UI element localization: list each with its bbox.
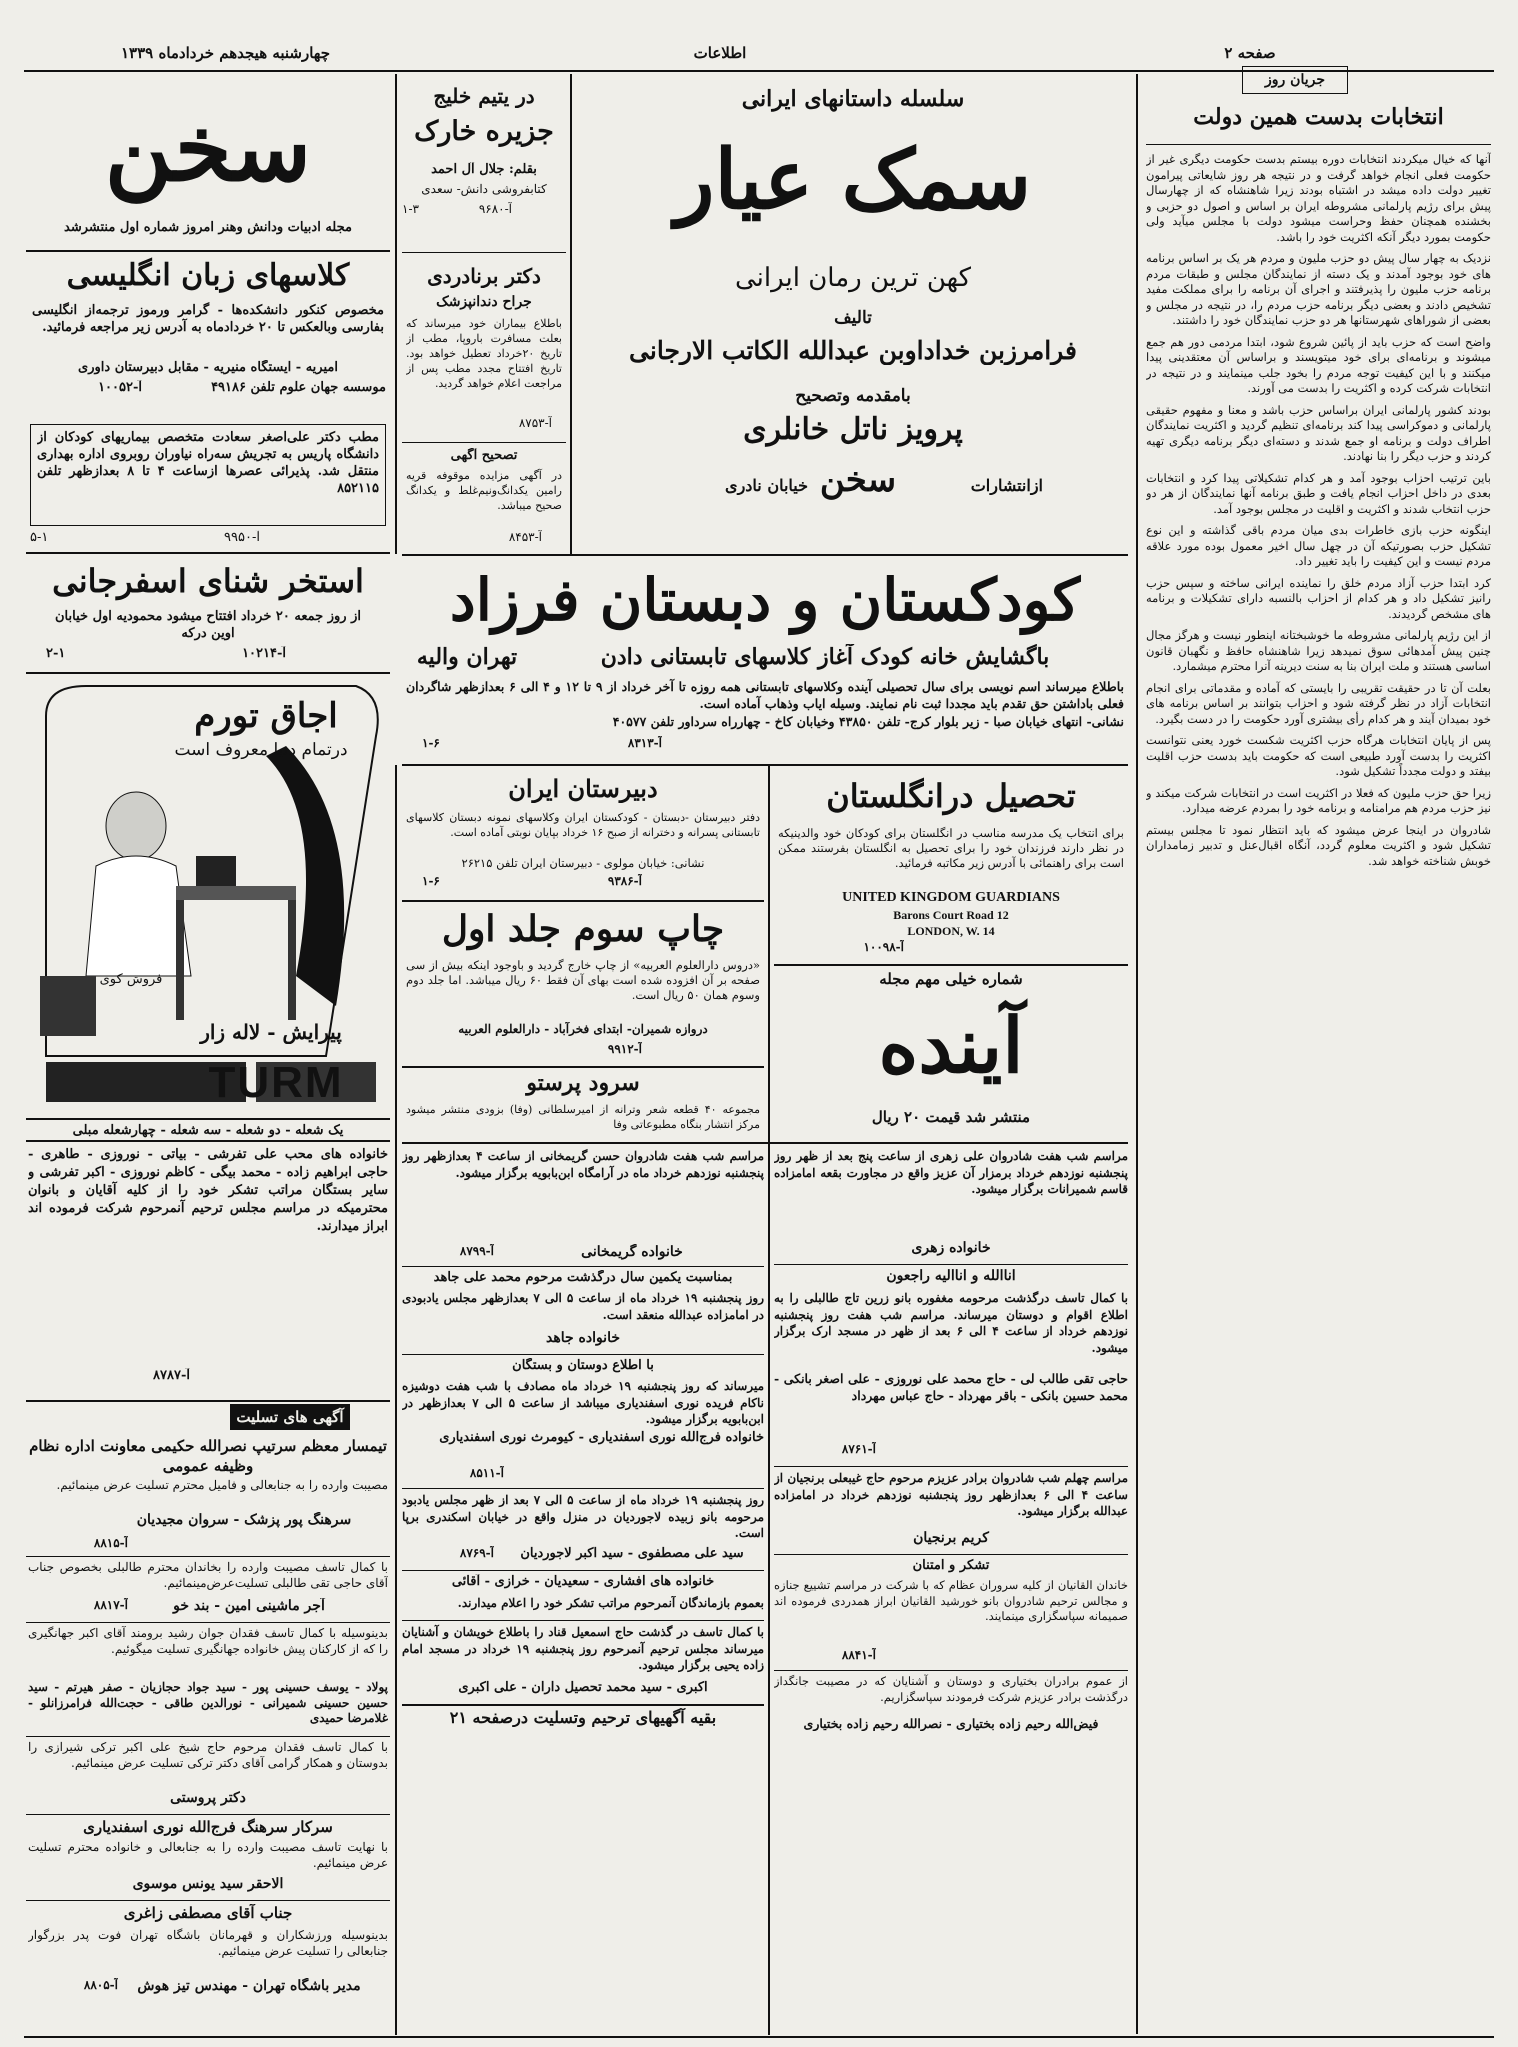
condolence-6-title: جناب آقای مصطفی زاغری <box>123 1904 293 1922</box>
editorial-paragraph: واضح است که حزب باید از پائین شروع شود، ابتدا مردمی دور هم جمع میشوند و برنامه‌ای برای خود میتویسند و براساس آن معتقدینی پیدا میکنند و با این کیفیت توجه مردم را بخود جلب مینمایند و در نتیجه در انتخابات شرکت کرده و اکثریت را بدست می آورند. <box>1146 334 1491 395</box>
column-rule-mid-bottom <box>768 765 770 2035</box>
condolence-5-body: با نهایت تاسف مصیبت وارده را به جنابعالی و خانواده محترم تسلیت عرض مینمائیم. <box>28 1840 388 1870</box>
notice-m8-sign: اکبری - سید محمد تحصیل داران - علی اکبری <box>458 1680 708 1695</box>
book-code: آ-۹۹۱۲ <box>607 1042 642 1056</box>
book-ad <box>402 904 764 1064</box>
clinic-code-2: ۵-۱ <box>30 530 49 545</box>
condolence-2-code: آ-۸۸۱۷ <box>93 1598 128 1612</box>
notice-m4-title: بمناسبت یکمین سال درگذشت مرحوم محمد علی جاهد <box>433 1270 733 1285</box>
england-addr1: 12 Barons Court Road <box>893 908 1009 922</box>
left-condolence-text: خانواده های محب علی تفرشی - بیاتی - نوروزی - طاهری - حاجی ابراهیم زاده - محمد بیگی - کاظم نوروزی - اکبر تفرشی و سایر بستگان مراتب تشکر خود را از کلیه آقایان و بانوان محترمیکه در مراسم مجلس ترحیم آنمرحوم شرکت فرموده اند ابراز میدارند. <box>28 1147 388 1234</box>
notice-continued: بقیه آگهیهای ترحیم وتسلیت درصفحه ۲۱ <box>449 1708 717 1727</box>
samak-ad <box>578 78 1128 548</box>
turm-rule <box>26 1140 390 1142</box>
condolence-6-sign: مدیر باشگاه تهران - مهندس تیز هوش <box>137 1978 361 1994</box>
woman-body <box>86 856 191 976</box>
notice-m1-sign: خانواده گریمخانی <box>581 1244 683 1260</box>
condolence-3-sign: پولاد - یوسف حسینی پور - سید جواد حجازیان - صفر هیرتم - سید حسین حسینی شمیرانی - نورالدین طاقی - حجت‌الله فرامرزانلو - غلامرضا حمیدی <box>28 1680 388 1725</box>
notice-m10: خاندان القانیان از کلیه سروران عظام که با شرکت در مراسم تشییع جنازه و مجالس ترحیم شادروان بانو خورشید القانیان ابراز همدردی فرموده اند صمیمانه سپاسگزاری مینمایند. <box>774 1578 1128 1623</box>
book-addr: دروازه شمیران- ابتدای فخرآباد - دارالعلوم العربیه <box>458 1022 708 1036</box>
notice-m3-code: آ-۸۷۶۱ <box>841 1442 876 1456</box>
england-code: آ-۱۰۰۹۸ <box>863 940 904 954</box>
england-body: برای انتخاب یک مدرسه مناسب در انگلستان برای کودکان خود والدینیکه در نظر دارند فرزندان خود را برای تحصیل به انگلستان بفرستند ممکن است برای راهنمائی با آدرس زیر مکاتبه فرمائید. <box>778 826 1124 870</box>
notice-m5-code: آ-۸۵۱۱ <box>469 1466 504 1480</box>
swoosh-shape <box>266 746 344 1006</box>
editorial-paragraph: باین ترتیب احزاب بوجود آمد و هر کدام تشکیلاتی پیدا کرد و انتخابات بعدی در داخل احزاب انجام یافت و طبق برنامه آنها نمایندگان از هر دو حزب انتخاب شدند و اکثریت و اقلیت در مجلس بوجود آمد. <box>1146 470 1491 516</box>
pool-code-2: ۲-۱ <box>46 646 66 661</box>
column-rule-left-top <box>395 74 397 554</box>
pool-ad <box>26 556 390 668</box>
clinic-ad <box>30 424 386 526</box>
kharg-title: جزیره خارک <box>414 116 554 147</box>
kindergarten-title: کودکستان و دبستان فرزاد <box>449 566 1081 634</box>
english-body: مخصوص کنکور دانشکده‌ها - گرامر ورموز ترجمه‌از انگلیسی بفارسی وبالعکس تا ۲۰ خردادماه به آدرس زیر مراجعه فرمائید. <box>32 303 384 335</box>
iran-school-body: دفتر دبیرستان -دبستان - کودکستان ایران وکلاسهای نمونه دبستان کلاسهای تابستانی پسرانه و دخترانه از صبح ۱۶ خرداد بپایان نوبتی آماده است. <box>406 811 760 839</box>
turm-slogan: درتمام دنیا معروف است <box>174 740 348 760</box>
kharg-ad <box>402 80 566 248</box>
samak-subtitle: کهن ترین رمان ایرانی <box>735 263 971 293</box>
notice-m7-title: خانواده های افشاری - سعیدیان - خرازی - آقائی <box>451 1574 715 1589</box>
editorial-paragraph: از این رژیم پارلمانی مشروطه ما خوشبختانه اینطور نیست و هرگز مجال چنین پیش آمدهائی سوق نمیدهد زیرا شاهنشاه حافظ و نگهبان قانون اساسی هستند و ملت ایران بنا به سنت دیرینه آنرا محترم میشمارد. <box>1146 628 1491 673</box>
editorial-paragraph: شادروان در اینجا عرض میشود که باید انتظار نمود تا مجلس بیستم تشکیل شود و اکثریت معلوم گردد، آنگاه اقبال‌عنل و تدبیر زمامداران خوبش شناخته خواهد شد. <box>1146 822 1491 868</box>
notice-m12: از عموم برادران بختیاری و دوستان و آشنایان که در مصیبت جانگداز درگذشت برادر عزیزم شرکت فرمودند سپاسگزاریم. <box>774 1674 1128 1704</box>
book-title: چاپ سوم جلد اول <box>441 908 725 950</box>
english-classes-ad <box>26 254 390 422</box>
column-rule-left-bottom <box>395 765 397 2035</box>
kharg-rule <box>402 252 566 253</box>
condolence-6-code: آ-۸۸۰۵ <box>83 1978 118 1992</box>
turm-sale: فروش کوی <box>99 972 163 987</box>
kharg-shop: کتابفروشی دانش- سعدی <box>421 182 547 196</box>
left-condolence-code: آ-۸۷۸۷ <box>153 1368 190 1383</box>
english-institute: موسسه جهان علوم تلفن ۴۹۱۸۶ <box>211 380 386 395</box>
editorial-paragraph: بودند کشور پارلمانی ایران براساس حزب باشد و معنا و مفهوم حقیقی پارلمانی و دموکراسی پیدا کند برنامه‌ای تنظیم گردید و اکثریت نمایندگان اطراف دولت و برنامه او جمع شدند و دسته‌ای دیگر برنامه دیگری تهیه کردند و حزب دیگر را بنا نهادند. <box>1146 402 1491 463</box>
kindergarten-address: نشانی- انتهای خیابان صبا - زیر بلوار کرج- تلفن ۴۳۸۵۰ وخیابان کاخ - چهارراه سرداور تلفن ۴۰۵۷۷ <box>612 714 1124 729</box>
notice-m5-sign: خانواده فرج‌الله نوری اسفندیاری - کیومرث نوری اسفندیاری <box>439 1430 764 1445</box>
editorial-title-rule <box>1146 144 1491 145</box>
samak-title: سمک عیار <box>674 132 1032 228</box>
editorial-paragraph: زیرا حق حزب ملیون که فعلا در اکثریت است در انتخابات شرکت میکند و نیز حزب مردم هم مرامنامه و برنامه خود را بمردم عرضه میدارد. <box>1146 785 1491 815</box>
doctor-rule <box>402 442 566 443</box>
pot-icon <box>196 856 236 886</box>
notice-m4-sign: خانواده جاهد <box>545 1330 621 1346</box>
turm-stove-ad <box>26 676 390 1114</box>
notice-m4: روز پنجشنبه ۱۹ خرداد ماه از ساعت ۵ الی ۷ بعدازظهر مجلس یادبودی در امامزاده عبدالله منعقد است. <box>402 1291 764 1322</box>
england-addr2: LONDON, W. 14 <box>907 924 995 938</box>
editorial-tag: جریان روز <box>1242 66 1348 94</box>
pool-code: آ-۱۰۲۱۴ <box>242 646 286 661</box>
notice-m3: با کمال تاسف درگذشت مرحومه مغفوره بانو زرین تاج طالبلی را به اطلاع اقوام و دوستان میرساند. مراسم شب هفت روز پنجشنبه نوزدهم خرداد از ساعت ۴ الی ۶ بعد از ظهر در مسجد ارک برگزار میشود. <box>774 1291 1128 1355</box>
condolence-1-sign: سرهنگ پور پزشک - سروان مجیدیان <box>136 1512 352 1528</box>
england-org: UNITED KINGDOM GUARDIANS <box>842 890 1060 905</box>
header-date: چهارشنبه هیجدهم خردادماه ۱۳۳۹ <box>121 44 330 62</box>
pool-body: از روز جمعه ۲۰ خرداد افتتاح میشود محمودیه اول خیابان اوین درکه <box>55 609 361 641</box>
notice-m6: روز پنجشنبه ۱۹ خرداد ماه از ساعت ۵ الی ۷ بعد از ظهر مجلس یادبود مرحومه بانو زبیده لاجوردیان در منزل واقع در خیابان اسکندری برپا است. <box>402 1493 764 1540</box>
kindergarten-line2-b: تهران والیه <box>416 644 518 670</box>
condolence-6-body: بدینوسیله ورزشکاران و قهرمانان باشگاه تهران فوت پدر بزرگوار جنابعالی را تسلیت عرض مینمائیم. <box>28 1928 388 1958</box>
notice-m1: مراسم شب هفت شادروان حسن گریمخانی از ساعت ۴ بعدازظهر روز پنجشنبه نوزدهم خرداد ماه در آرامگاه ابن‌بابویه برگزار میشود. <box>402 1149 764 1180</box>
iran-school-ad <box>402 770 764 898</box>
editorial-paragraph: اینگونه حزب بازی خاطرات بدی میان مردم باقی گذاشته و این نوع تشکیل حزب بصورتیکه آن در چهل سال اخیر معمول بوده مورد علاقه مردم نیست و این کیفیت را باید تغییر داد. <box>1146 523 1491 568</box>
samak-editor: پرویز ناتل خانلری <box>743 412 963 447</box>
english-address: امیریه - ایستگاه منیریه - مقابل دبیرستان داوری <box>78 360 338 375</box>
turm-store: پیرایش - لاله زار <box>200 1020 342 1044</box>
ayandeh-title: آینده <box>878 1001 1024 1090</box>
condolence-top-rule <box>26 1400 390 1402</box>
doctor-ad <box>402 258 566 438</box>
ayandeh-bottom: منتشر شد قیمت ۲۰ ریال <box>871 1108 1031 1126</box>
condolence-1-body: مصیبت وارده را به جنابعالی و فامیل محترم تسلیت عرض مینمائیم. <box>56 1478 388 1492</box>
parastoo-body: مجموعه ۴۰ قطعه شعر وترانه از امیرسلطانی (وفا) بزودی منتشر میشود مرکز انتشار بنگاه مطبوعاتی وفا <box>406 1103 760 1131</box>
doctor-subtitle: جراح دندانپزشک <box>436 294 532 310</box>
english-code: آ-۱۰۰۵۲ <box>98 380 142 395</box>
turm-types: یک شعله - دو شعله - سه شعله - چهارشعله مبلی <box>26 1118 390 1138</box>
samak-publisher-label: ازانتشارات <box>970 476 1043 495</box>
condolence-2-body: با کمال تاسف مصیبت وارده را بخاندان محترم طالبلی بخصوص جناب آقای حاجی تقی طالبلی تسلیت‌عرض‌مینمائیم. <box>28 1560 388 1590</box>
notice-m7: بعموم بازماندگان آنمرحوم مراتب تشکر خود را اعلام میدارند. <box>457 1596 764 1610</box>
kindergarten-bottom-rule <box>402 764 1128 766</box>
notice-m3-title: اناالله و انااليه راجعون <box>886 1268 1016 1284</box>
samak-editor-label: بامقدمه وتصحیح <box>795 386 911 406</box>
england-title: تحصیل درانگلستان <box>826 777 1076 815</box>
sokhan-ad <box>26 78 390 248</box>
notice-m6-code: آ-۸۷۶۹ <box>459 1546 494 1560</box>
samak-author: فرامرزبن خداداوبن عبدالله الکاتب الارجانی <box>629 336 1077 365</box>
condolence-4-body: با کمال تاسف فقدان مرحوم حاج شیخ علی اکبر ترکی شیرازی را بدوستان و همکار گرامی آقای دکتر ترکی تسلیت عرض مینمائیم. <box>28 1740 388 1770</box>
kharg-author: بقلم: جلال آل احمد <box>431 162 537 177</box>
condolence-3-body: بدینوسیله با کمال تاسف فقدان جوان رشید برومند آقای اکبر جهانگیری را که از کارکنان پیش خانواده جهانگیری تسلیت میگوئیم. <box>28 1626 388 1656</box>
iran-school-title: دبیرستان ایران <box>508 774 658 803</box>
kindergarten-top-rule <box>402 554 1128 556</box>
kindergarten-body: باطلاع میرساند اسم نویسی برای سال تحصیلی آینده وکلاسهای تابستانی همه روزه تا آخر خرداد از ۹ تا ۱۲ و ۴ الی ۶ بعدازظهر شاگردان فعلی باداشتن حق تقدم باید مجددا ثبت نام نمایند. وسیله ایاب وذهاب آماده است. <box>406 679 1124 711</box>
notice-m5-title: با اطلاع دوستان و بستگان <box>512 1358 654 1373</box>
clinic-body: مطب دکتر علی‌اصغر سعادت متخصص بیماریهای کودکان از دانشگاه پاریس به تجریش سه‌راه نیاوران روبروی اداره بهداری منتقل شد. پذیرائی عصرها ازساعت ۴ تا ۸ بعدازظهر تلفن ۸۵۲۱۱۵ <box>37 430 379 496</box>
sokhan-subtitle: مجله ادبیات ودانش وهنر امروز شماره اول منتشرشد <box>64 220 352 235</box>
editorial-paragraph: بعلت آن تا در حقیقت تقریبی را بایستی که آماده و مقدماتی برای انجام انتخابات آزاد در نظر گرفته شود و احزاب بتوانند بر اساس برنامه های خود بمیدان آیند و هر کدام رأی بیشتری آورد حکومت را در دست بگیرد. <box>1146 680 1491 726</box>
notice-m11: مراسم چهلم شب شادروان برادر عزیزم مرحوم حاج غیبعلی برنجیان از ساعت ۴ الی ۶ بعدازظهر روز پنجشنبه نوزدهم خرداد در امامزاده عبدالله برگزار میشود. <box>774 1471 1128 1518</box>
notice-m12-sign: فیض‌الله رحیم زاده بختیاری - نصرالله رحیم زاده بختیاری <box>803 1716 1099 1731</box>
condolence-5-sign: الاحقر سید یونس موسوی <box>132 1876 284 1892</box>
correction-code: آ-۸۴۵۳ <box>508 530 542 544</box>
clinic-rule <box>26 552 390 554</box>
notice-m3-sign: حاجی تقی طالب لی - حاج محمد علی نوروزی - علی اصغر بانکی - محمد حسین بانکی - باقر مهرداد - حاج عباس مهرداد <box>774 1371 1128 1403</box>
ayandeh-ad <box>774 968 1128 1138</box>
editorial-title: انتخابات بدست همین دولت <box>1193 104 1444 130</box>
editorial-paragraph: آنها که خیال میکردند انتخابات دوره بیستم بدست حکومت دیگری غیر از حکومت فعلی انجام خواهد گرفت و در نتیجه هر روز شایعاتی پیرامون تغییر دولت داده میشد در اشتباه بودند زیرا شاهنشاه که از چهارسال پیش برای رژیم پارلمانی مشروطه ایران بر اساس و اصول دو حزبی و بخشنده همچنان حفظ وحراست میشود دولت با مجلس میآید ولی حکومت بمورد دیگر آنکه اکثریت خود را باشد. <box>1146 152 1491 244</box>
correction-title: تصحیح آگهی <box>450 448 518 463</box>
book-body: «دروس دارالعلوم العربیه» از چاپ خارج گردید و باوجود اینکه بیش از سی صفحه بر آن افزوده شده است بهای آن فقط ۶۰ ریال میباشد. اما جلد دوم وسوم همان ۵۰ ریال است. <box>406 958 760 1002</box>
iran-school-addr: نشانی: خیابان مولوی - دبیرستان ایران تلفن ۲۶۲۱۵ <box>461 856 705 870</box>
kindergarten-line2-a: باگشایش خانه کودک آغاز کلاسهای تابستانی دادن <box>600 644 1050 670</box>
doctor-body: باطلاع بیماران خود میرساند که بعلت مسافرت باروپا، مطب از تاریخ ۲۰خرداد تعطیل خواهد بود. تاریخ افتتاح مجدد مطب پس از مراجعت اعلام خواهد گردید. <box>406 317 562 390</box>
notice-m5: میرساند که روز پنجشنبه ۱۹ خرداد ماه مصادف با شب هفت دوشیزه ناکام فریده نوری اسفندیاری میباشد از ساعت ۵ الی ۷ بعدازظهر در ابن‌بابویه برگزار میشود. <box>402 1379 764 1426</box>
pool-rule <box>26 672 390 674</box>
clinic-code: آ-۹۹۵۰ <box>224 530 260 545</box>
doctor-title: دکتر برنادردی <box>427 264 541 288</box>
ayandeh-top: شماره خیلی مهم مجله <box>879 970 1023 988</box>
turm-brand: TURM <box>208 1058 344 1107</box>
condolence-2-sign: آجر ماشینی امین - بند خو <box>173 1598 325 1614</box>
condolence-1-code: آ-۸۸۱۵ <box>93 1536 128 1550</box>
kindergarten-code: آ-۸۳۱۳ <box>627 736 662 750</box>
editorial-paragraph: نزدیک به چهار سال پیش دو حزب ملیون و مردم هر یک بر اساس برنامه های خود بوجود آمدند و یک دسته از نمایندگان مجلس و طبقات مردم برنامه حزب ملیون را پذیرفتند و اجرای آن برنامه را برای مملکت مفید تشخیص دادند و بعضی دیگر برنامه حزب مردم را، در نتیجه در مجلس و بعضی از شوراهای شهرستانها هر دو حزب نمایندگان خود را داشتند. <box>1146 251 1491 327</box>
column-rule-right <box>1136 74 1138 2034</box>
condolence-1-title: تیمسار معظم سرتیپ نصرالله حکیمی معاونت اداره نظام وظیفه عمومی <box>29 1437 387 1475</box>
correction-notice <box>402 446 566 551</box>
kharg-code: آ-۹۶۸۰ <box>478 202 512 216</box>
notice-m10-title: تشکر و امتنان <box>912 1558 990 1573</box>
editorial-paragraph: کرد ابتدا حزب آزاد مردم خلق را نماینده ایرانی ساخته و سپس حزب رانیز تشکیل داد و هر کدام از احزاب بالنسبه دارای تشکیلات و برنامه های مشخص گردیدند. <box>1146 575 1491 621</box>
editorial-paragraph: پس از پایان انتخابات هرگاه حزب اکثریت شکست خورد یعنی نتوانست اکثریت را بدست آورد طبیعی است که حکومت باید بدست حزب اقلیت بیفتد و دولت مجدداً تشکیل شود. <box>1146 733 1491 778</box>
notice-m6-sign: سید علی مصطفوی - سید اکبر لاجوردیان <box>520 1546 744 1561</box>
condolence-header: آگهی های تسلیت <box>230 1404 350 1430</box>
doctor-code: آ-۸۷۵۳ <box>518 416 552 430</box>
header-paper-name: اطلاعات <box>693 44 747 62</box>
correction-body: در آگهی مزایده موقوفه قریه رامین یکدانگ‌ونیم‌غلط و یکدانگ صحیح میباشد. <box>406 469 562 512</box>
notice-m10-code: آ-۸۸۴۱ <box>841 1648 876 1662</box>
samak-series: سلسله داستانهای ایرانی <box>741 86 965 112</box>
english-title: کلاسهای زبان انگلیسی <box>66 258 350 293</box>
kindergarten-ad <box>402 558 1128 763</box>
iran-school-code: آ-۹۳۸۶ <box>607 874 642 888</box>
notice-m8: با کمال تاسف در گذشت حاج اسمعیل قناد را باطلاع خویشان و آشنایان میرساند مجلس ترحیم آنمرحوم روز پنجشنبه ۱۹ خرداد در مسجد امام زاده یحیی برگزار میشود. <box>402 1625 764 1672</box>
sokhan-title: سخن <box>104 94 312 202</box>
kharg-title-top: در یتیم خلیج <box>433 84 535 108</box>
kindergarten-code-2: ۱-۶ <box>422 736 440 750</box>
condolence-5-title: سرکار سرهنگ فرج‌الله نوری اسفندیاری <box>83 1818 333 1836</box>
notice-m2: مراسم شب هفت شادروان علی زهری از ساعت پنج بعد از ظهر روز پنجشنبه نوزدهم خرداد برمزار آن عزیز واقع در مجاورت بقعه امامزاده قاسم شمیرانات برگزار میشود. <box>774 1149 1128 1196</box>
editorial-body <box>1146 152 1491 2032</box>
pool-title: استخر شنای اسفرجانی <box>52 562 364 600</box>
england-ad <box>774 770 1128 960</box>
condolence-4-sign: دکتر پروستی <box>170 1790 246 1806</box>
samak-author-label: تالیف <box>834 308 872 328</box>
parastoo-ad <box>402 1070 764 1140</box>
notice-m2-sign: خانواده زهری <box>911 1240 991 1256</box>
header-page-number: صفحه ۲ <box>1224 44 1276 62</box>
kharg-code-2: ۱-۳ <box>402 202 419 216</box>
woman-head <box>106 792 166 860</box>
notice-m11-sign: کریم برنجیان <box>913 1530 989 1546</box>
iran-school-code-2: ۱-۶ <box>422 874 440 888</box>
samak-publisher: سخن <box>819 460 897 500</box>
parastoo-title: سرود پرستو <box>526 1070 640 1096</box>
samak-address: خیابان نادری <box>725 476 808 495</box>
notice-m1-code: آ-۸۷۹۹ <box>459 1244 494 1258</box>
stove-top <box>176 886 296 900</box>
footer-rule <box>24 2036 1494 2038</box>
sokhan-rule <box>26 250 390 252</box>
turm-title: اجاق تورم <box>194 696 338 736</box>
column-rule-mid-top <box>570 74 572 554</box>
